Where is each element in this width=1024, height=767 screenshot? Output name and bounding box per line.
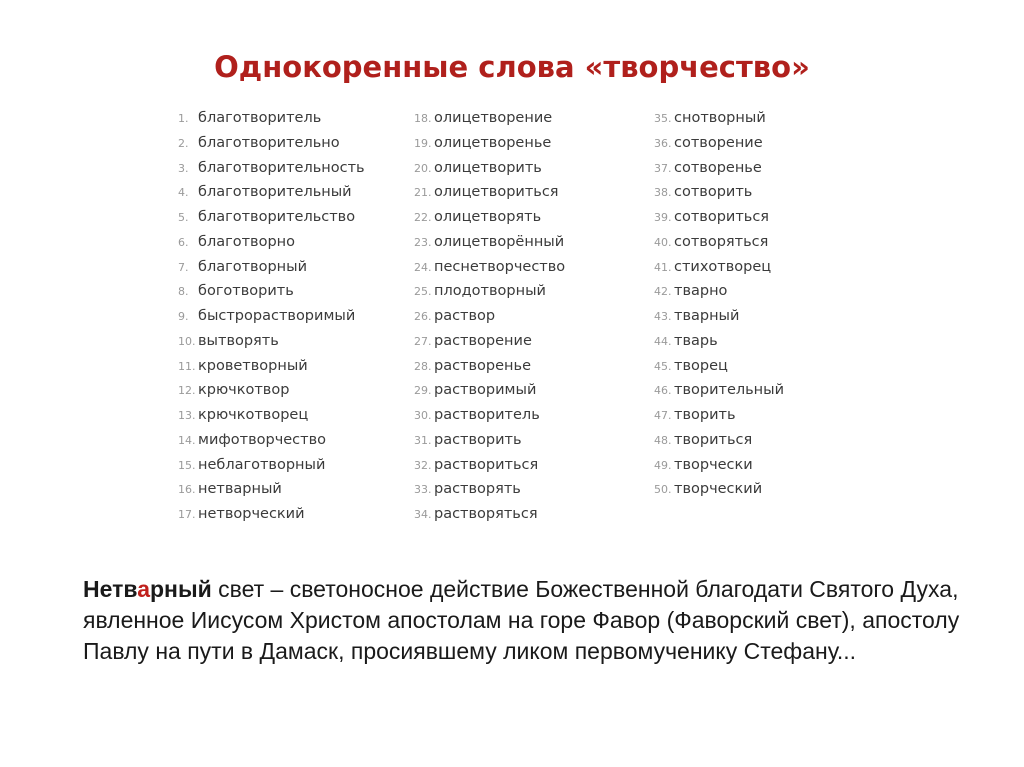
list-item-number: 11.	[178, 359, 196, 373]
list-item-word: олицетворение	[434, 110, 553, 126]
list-item-word: крючкотвор	[198, 382, 290, 399]
list-item-word: растворить	[434, 431, 522, 448]
list-item-word: снотворный	[674, 110, 766, 126]
list-item-word: благотворительно	[198, 134, 340, 151]
list-item-number: 36.	[654, 136, 672, 150]
list-item-word: растворение	[434, 332, 532, 349]
list-item-number: 30.	[414, 409, 432, 422]
list-item-number: 15.	[178, 458, 196, 472]
list-item-number: 1.	[178, 112, 189, 125]
list-item-word: благотворительство	[198, 209, 356, 225]
list-item	[654, 354, 894, 379]
list-item	[654, 428, 894, 453]
list-item	[178, 255, 418, 280]
list-item	[178, 230, 418, 255]
list-item-word: творческий	[674, 481, 763, 498]
list-item-number: 41.	[654, 260, 672, 274]
list-item	[178, 428, 418, 453]
term-start: Нетв	[83, 576, 138, 602]
list-item-word: творить	[674, 407, 736, 423]
list-item-word: кроветворный	[198, 357, 308, 374]
list-item-number: 2.	[178, 136, 189, 150]
list-item-word: твориться	[674, 431, 753, 448]
list-item-number: 7.	[178, 260, 189, 274]
list-item-word: сотворенье	[674, 159, 762, 176]
list-item-word: олицетворенье	[434, 134, 552, 151]
list-item	[178, 304, 418, 329]
list-item	[654, 180, 894, 205]
list-item-word: сотворяться	[674, 233, 769, 250]
list-item	[414, 403, 654, 428]
list-item-number: 34.	[414, 508, 432, 521]
list-item-number: 29.	[414, 384, 432, 398]
list-item	[654, 279, 894, 304]
list-item-number: 4.	[178, 186, 189, 200]
list-item-word: быстрорастворимый	[198, 308, 356, 324]
list-item	[654, 230, 894, 255]
list-item-word: раствор	[434, 308, 496, 324]
list-item-word: неблаготворный	[198, 456, 326, 473]
list-item-word: тварь	[674, 332, 718, 349]
list-item-word: тварно	[674, 283, 728, 300]
term-stressed-letter: а	[137, 576, 150, 602]
list-item-word: олицетворённый	[434, 233, 565, 250]
list-item-number: 23.	[414, 235, 432, 249]
definition-term	[83, 576, 212, 602]
list-item	[414, 354, 654, 379]
list-item-word: растворитель	[434, 407, 540, 423]
list-item-number: 49.	[654, 458, 672, 472]
list-item	[178, 156, 418, 181]
word-column-1	[178, 106, 418, 527]
list-item	[178, 180, 418, 205]
list-item-number: 18.	[414, 112, 432, 125]
list-item-number: 37.	[654, 161, 672, 175]
list-item	[414, 502, 654, 527]
word-column-3	[654, 106, 894, 502]
list-item	[414, 156, 654, 181]
list-item	[414, 205, 654, 230]
list-item	[414, 453, 654, 478]
list-item	[178, 205, 418, 230]
list-item-word: благотворный	[198, 258, 308, 275]
list-item	[654, 255, 894, 280]
list-item	[178, 453, 418, 478]
list-item-number: 42.	[654, 285, 672, 299]
list-item-word: благотворно	[198, 233, 296, 250]
list-item	[654, 156, 894, 181]
list-item-number: 31.	[414, 433, 432, 447]
list-item-word: благотворительность	[198, 159, 365, 176]
list-item	[414, 255, 654, 280]
definition-text: свет – светоносное действие Божественной благодати Святого Духа, явленное Иисусом Христом апостолам на горе Фавор (Фаворский свет), апостолу Павлу на пути в Дамаск, просиявшему ликом первомученику Стефану...	[83, 576, 960, 664]
list-item-word: нетворческий	[198, 506, 305, 522]
list-item-number: 38.	[654, 186, 672, 200]
list-item-number: 47.	[654, 409, 672, 422]
list-item-number: 26.	[414, 310, 432, 323]
list-item-number: 46.	[654, 384, 672, 398]
list-item-number: 21.	[414, 186, 432, 200]
list-item-number: 12.	[178, 384, 196, 398]
list-item-word: крючкотворец	[198, 407, 309, 423]
list-item	[178, 131, 418, 156]
list-item-number: 20.	[414, 161, 432, 175]
list-item	[178, 354, 418, 379]
list-item	[414, 279, 654, 304]
list-item-word: песнетворчество	[434, 258, 566, 275]
list-item-number: 27.	[414, 334, 432, 348]
list-item	[654, 403, 894, 428]
list-item	[178, 106, 418, 131]
list-item-number: 6.	[178, 235, 189, 249]
list-item-number: 5.	[178, 211, 189, 224]
list-item-word: боготворить	[198, 283, 294, 300]
list-item-number: 9.	[178, 310, 189, 323]
list-item-number: 13.	[178, 409, 196, 422]
list-item-number: 50.	[654, 483, 672, 497]
list-item	[178, 403, 418, 428]
list-item	[654, 304, 894, 329]
term-end: рный	[150, 576, 212, 602]
list-item-number: 3.	[178, 161, 189, 175]
list-item-word: сотвориться	[674, 209, 770, 225]
list-item-number: 33.	[414, 483, 432, 497]
list-item-word: растворять	[434, 481, 521, 498]
list-item	[178, 378, 418, 403]
list-item-number: 48.	[654, 433, 672, 447]
list-item	[654, 453, 894, 478]
list-item-number: 24.	[414, 260, 432, 274]
list-item	[654, 205, 894, 230]
list-item-number: 14.	[178, 433, 196, 447]
list-item-number: 25.	[414, 285, 432, 299]
word-list	[0, 106, 1024, 526]
list-item	[414, 378, 654, 403]
list-item-number: 22.	[414, 211, 432, 224]
list-item-number: 44.	[654, 334, 672, 348]
list-item-word: олицетвориться	[434, 184, 559, 201]
list-item-word: мифотворчество	[198, 431, 327, 448]
list-item-word: благотворительный	[198, 184, 352, 201]
list-item-word: олицетворить	[434, 159, 542, 176]
list-item	[654, 477, 894, 502]
list-item	[178, 502, 418, 527]
definition-paragraph	[83, 574, 983, 667]
list-item-word: растворенье	[434, 357, 531, 374]
list-item-number: 45.	[654, 359, 672, 373]
list-item	[654, 329, 894, 354]
list-item	[178, 329, 418, 354]
list-item	[654, 131, 894, 156]
list-item-word: вытворять	[198, 332, 279, 349]
list-item	[414, 304, 654, 329]
list-item-number: 40.	[654, 235, 672, 249]
page-title: Однокоренные слова «творчество»	[214, 50, 810, 84]
list-item-word: растворяться	[434, 506, 538, 522]
list-item	[414, 131, 654, 156]
list-item-word: сотворить	[674, 184, 753, 201]
list-item-number: 28.	[414, 359, 432, 373]
list-item	[414, 477, 654, 502]
list-item	[414, 230, 654, 255]
list-item-word: плодотворный	[434, 283, 546, 300]
list-item-number: 19.	[414, 136, 432, 150]
list-item-number: 8.	[178, 285, 189, 299]
list-item-word: раствориться	[434, 456, 539, 473]
list-item-number: 10.	[178, 334, 196, 348]
list-item	[178, 279, 418, 304]
list-item-number: 39.	[654, 211, 672, 224]
list-item	[414, 428, 654, 453]
list-item-word: благотворитель	[198, 110, 322, 126]
list-item-word: творец	[674, 357, 728, 374]
list-item-word: нетварный	[198, 481, 282, 498]
list-item-word: растворимый	[434, 382, 537, 399]
list-item	[414, 329, 654, 354]
list-item	[414, 180, 654, 205]
list-item-word: творительный	[674, 382, 785, 399]
list-item-number: 16.	[178, 483, 196, 497]
list-item-number: 32.	[414, 458, 432, 472]
list-item-word: олицетворять	[434, 209, 542, 225]
list-item-word: сотворение	[674, 134, 763, 151]
list-item-word: творчески	[674, 456, 753, 473]
list-item-number: 17.	[178, 508, 196, 521]
list-item	[178, 477, 418, 502]
list-item-number: 43.	[654, 310, 672, 323]
list-item	[654, 106, 894, 131]
list-item	[414, 106, 654, 131]
list-item-number: 35.	[654, 112, 672, 125]
list-item-word: стихотворец	[674, 258, 772, 275]
list-item-word: тварный	[674, 308, 740, 324]
list-item	[654, 378, 894, 403]
word-column-2	[414, 106, 654, 527]
